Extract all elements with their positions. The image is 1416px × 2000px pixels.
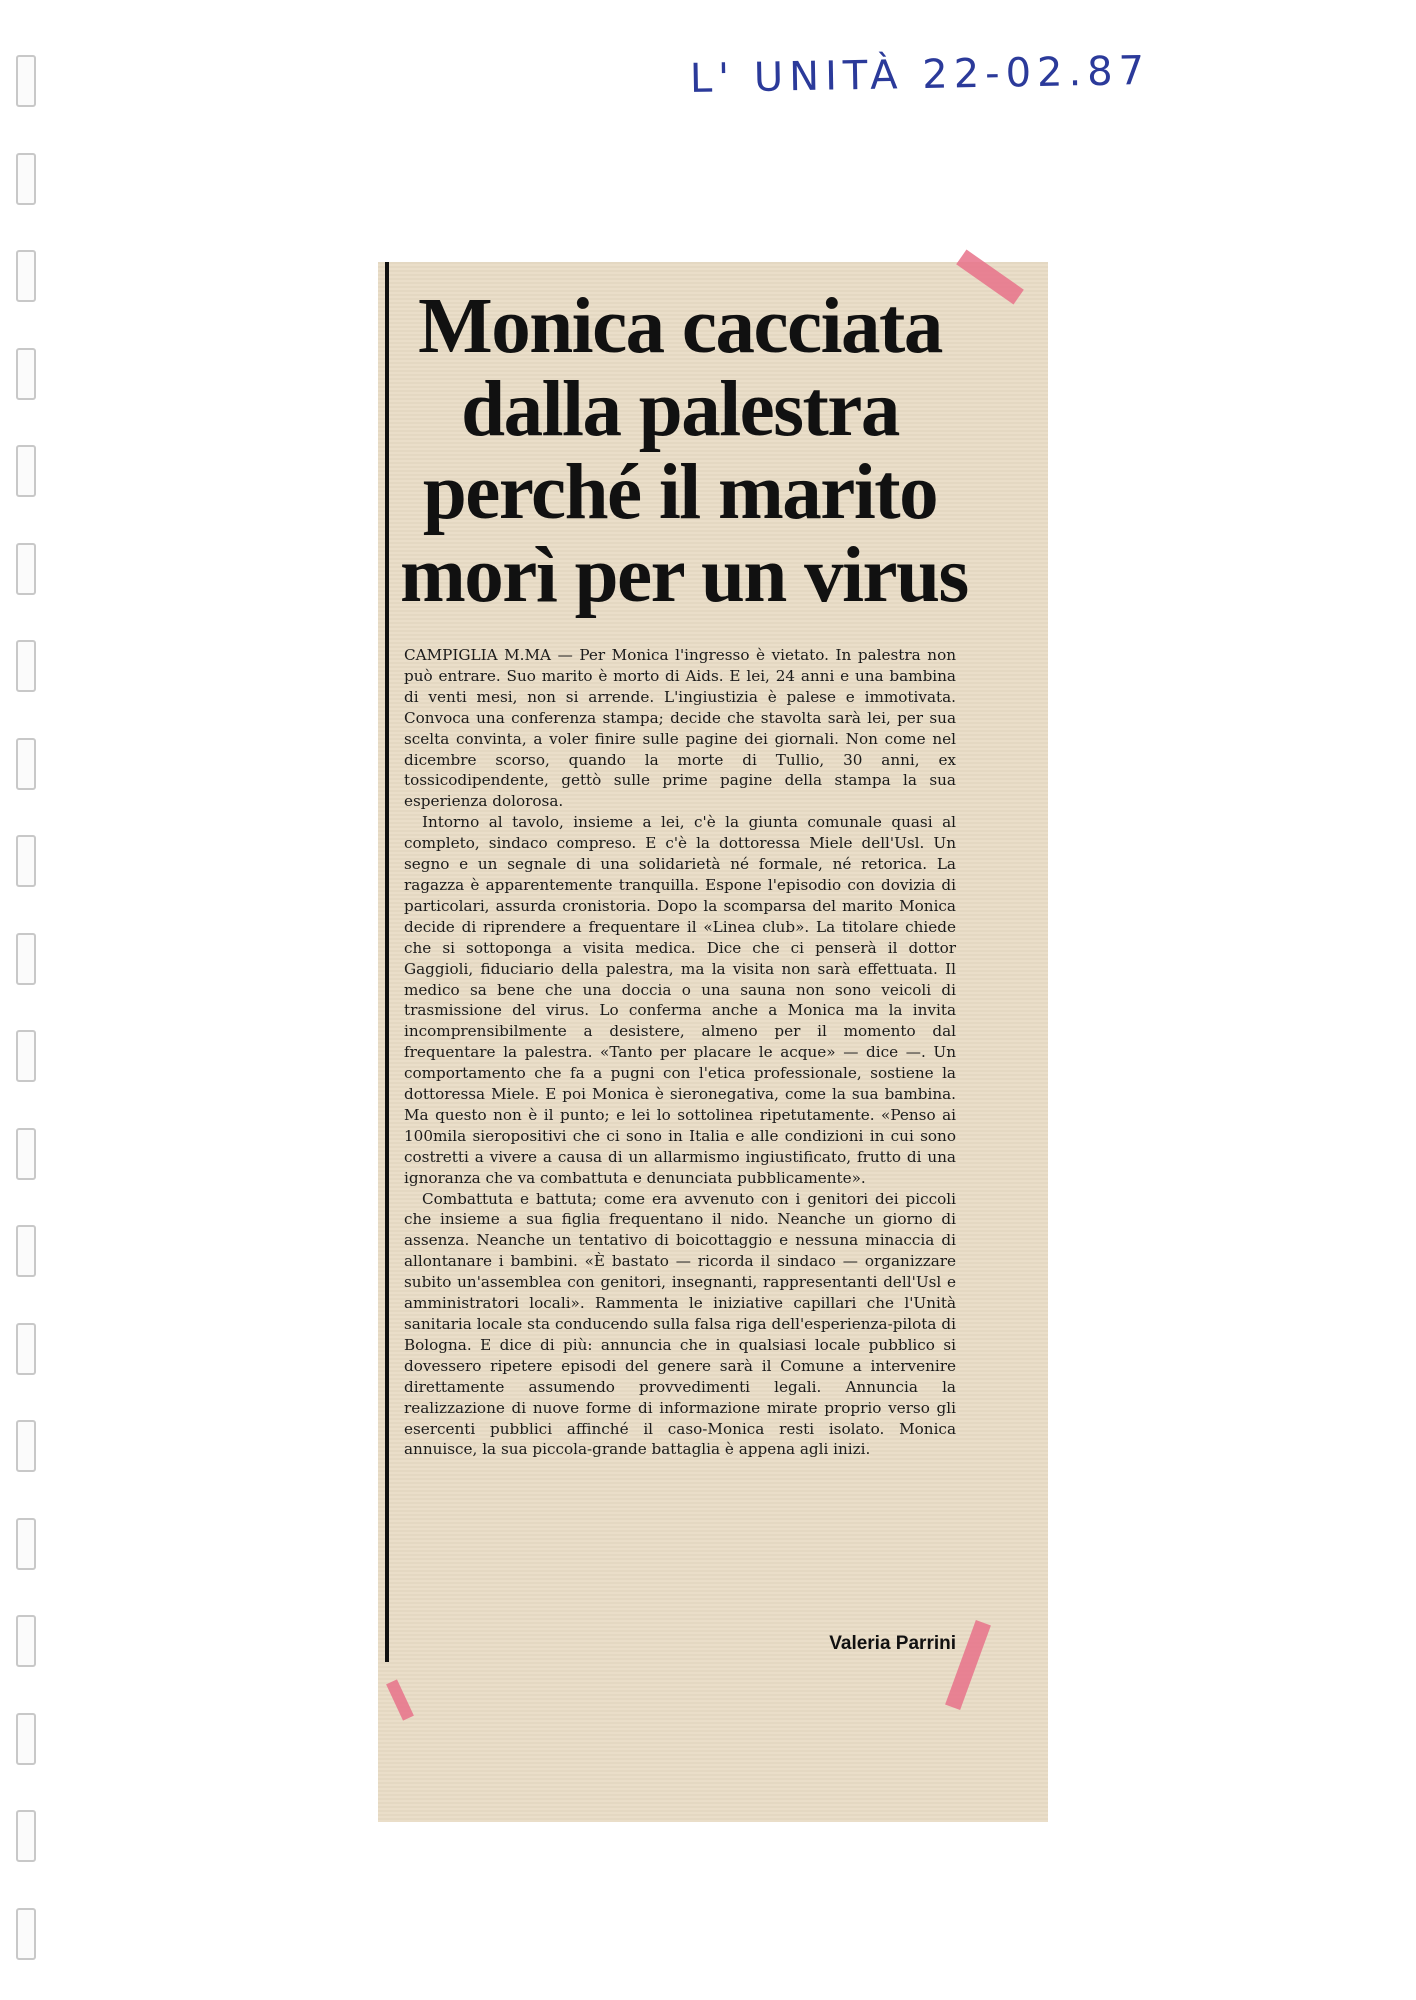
binder-hole — [16, 738, 36, 790]
binder-hole — [16, 1323, 36, 1375]
binder-hole — [16, 55, 36, 107]
article-paragraph: Intorno al tavolo, insieme a lei, c'è la giunta comunale quasi al completo, sindaco compreso. E c'è la dottoressa Miele dell'Usl. Un segno e un segnale di una solidarietà né formale, né retorica. La ragazza è apparentemente tranquilla. Espone l'episodio con dovizia di particolari, assurda cronistoria. Dopo la scomparsa del marito Monica decide di riprendere a frequentare il «Linea club». La titolare chiede che si sottoponga a visita medica. Dice che ci penserà il dottor Gaggioli, fiduciario della palestra, ma la visita non sarà effettuata. Il medico sa bene che una doccia o una sauna non sono veicoli di trasmissione del virus. Lo conferma anche a Monica ma la invita incomprensibilmente a desistere, almeno per il momento dal frequentare la palestra. «Tanto per placare le acque» — dice —. Un comportamento che fa a pugni con l'etica professionale, sostiene la dottoressa Miele. E poi Monica è sieronegativa, come la sua bambina. Ma questo non è il punto; e lei lo sottolinea ripetutamente. «Penso ai 100mila sieropositivi che ci sono in Italia e alle condizioni in cui sono costretti a vivere a causa di un allarmismo ingiustificato, frutto di una ignoranza che va combattuta e denunciata pubblicamente». — [404, 813, 956, 1187]
binder-hole — [16, 1713, 36, 1765]
binder-hole — [16, 1030, 36, 1082]
headline-line: morì per un virus — [400, 532, 968, 619]
binder-hole — [16, 1908, 36, 1960]
binder-hole — [16, 445, 36, 497]
binder-hole — [16, 1128, 36, 1180]
binder-hole — [16, 933, 36, 985]
article-paragraph: CAMPIGLIA M.MA — Per Monica l'ingresso è vietato. In palestra non può entrare. Suo marito è morto di Aids. E lei, 24 anni e una bambina di venti mesi, non si arrende. L'ingiustizia è palese e immotivata. Convoca una conferenza stampa; decide che stavolta sarà lei, per sua scelta convinta, a voler finire sulle pagine dei giornali. Non come nel dicembre scorso, quando la morte di Tullio, 30 anni, ex tossicodipendente, gettò sulle prime pagine della stampa la sua esperienza dolorosa. — [404, 646, 956, 811]
binder-hole — [16, 1420, 36, 1472]
article-paragraph: Combattuta e battuta; come era avvenuto con i genitori dei piccoli che insieme a sua figlia frequentano il nido. Neanche un giorno di assenza. Neanche un tentativo di boicottaggio e nessuna minaccia di allontanare i bambini. «È bastato — ricorda il sindaco — organizzare subito un'assemblea con genitori, insegnanti, rappresentanti dell'Usl e amministratori locali». Rammenta le iniziative capillari che l'Unità sanitaria locale sta conducendo sulla falsa riga dell'esperienza-pilota di Bologna. E dice di più: annuncia che in qualsiasi locale pubblico si dovessero ripetere episodi del genere sarà il Comune a intervenire direttamente assumendo provvedimenti legali. Annuncia la realizzazione di nuove forme di informazione mirate proprio verso gli esercenti pubblici affinché il caso-Monica resti isolato. Monica annuisce, la sua piccola-grande battaglia è appena agli inizi. — [404, 1189, 956, 1459]
binder-hole — [16, 543, 36, 595]
headline-line: dalla palestra — [461, 366, 899, 453]
binder-hole — [16, 1615, 36, 1667]
clipping-column-rule — [385, 262, 389, 1662]
binder-holes — [10, 0, 40, 2000]
binder-hole — [16, 1518, 36, 1570]
headline-line: perché il marito — [422, 449, 938, 536]
binder-hole — [16, 1810, 36, 1862]
handwritten-source-date: L' UNITÀ 22-02.87 — [689, 47, 1151, 103]
article-body — [404, 645, 956, 1460]
binder-hole — [16, 835, 36, 887]
headline-line: Monica cacciata — [418, 283, 942, 370]
binder-hole — [16, 153, 36, 205]
binder-hole — [16, 250, 36, 302]
binder-hole — [16, 348, 36, 400]
binder-hole — [16, 640, 36, 692]
article-headline — [400, 283, 968, 619]
article-byline: Valeria Parrini — [829, 1633, 956, 1654]
binder-hole — [16, 1225, 36, 1277]
